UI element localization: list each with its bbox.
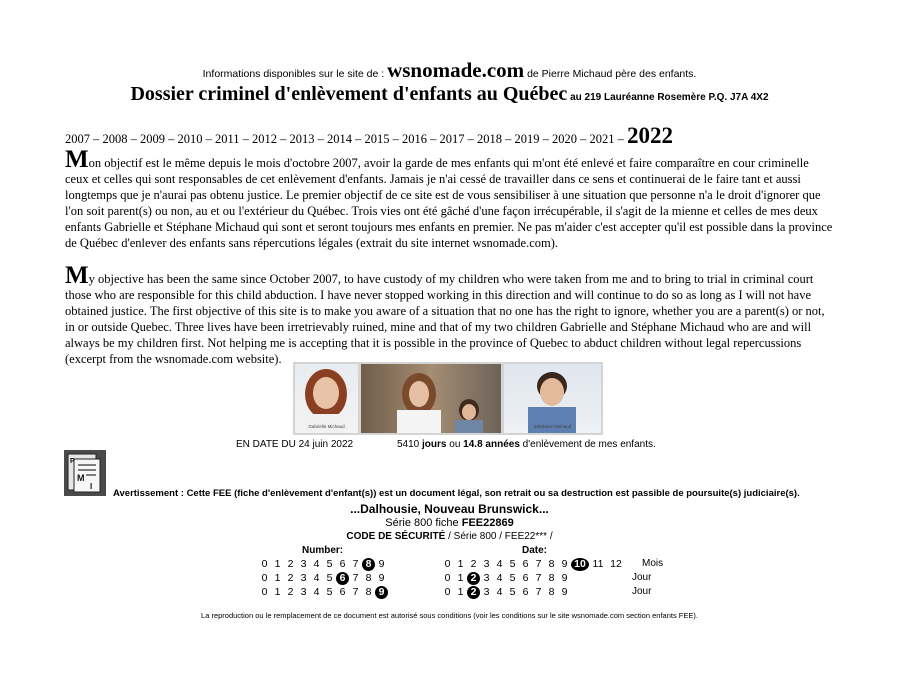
svg-text:P: P [70, 458, 75, 465]
drop-cap-en: M [65, 262, 89, 289]
date-digit: 0 [444, 572, 451, 584]
number-digit: 3 [300, 586, 307, 598]
date-digit: 0 [444, 558, 451, 570]
title-text: Dossier criminel d'enlèvement d'enfants au Québec [130, 83, 568, 105]
date-row-label: Jour [632, 572, 652, 583]
date-digit: 3 [483, 586, 490, 598]
number-digit: 3 [300, 558, 307, 570]
date-digit: 3 [483, 558, 490, 570]
date-digit: 4 [496, 558, 503, 570]
date-digit: 6 [522, 586, 529, 598]
number-digit: 1 [274, 586, 281, 598]
number-digit: 8 [365, 586, 372, 598]
date-digit: 6 [522, 572, 529, 584]
info-line [0, 58, 899, 83]
address-text: au 219 Lauréanne Rosemère P.Q. J7A 4X2 [567, 92, 769, 103]
date-digit: 1 [457, 586, 464, 598]
paragraph-french [65, 146, 835, 251]
date-digit: 9 [561, 586, 568, 598]
number-digit: 4 [313, 558, 320, 570]
number-digit: 6 [336, 572, 349, 585]
date-row-label: Jour [632, 586, 652, 597]
siblings-portrait-icon [361, 364, 501, 433]
date-digit: 6 [522, 558, 529, 570]
date-digit: 2 [467, 586, 480, 599]
paragraph-english [65, 262, 835, 367]
pmi-document-icon [64, 450, 106, 496]
children-photo [293, 362, 603, 435]
info-prefix: Informations disponibles sur le site de : [202, 68, 388, 80]
number-digit: 8 [365, 572, 372, 584]
number-digit: 2 [287, 586, 294, 598]
date-digit: 8 [548, 572, 555, 584]
date-digit: 9 [561, 572, 568, 584]
site-name: wsnomade.com [387, 58, 525, 82]
date-row-label: Mois [642, 558, 664, 569]
date-digit: 9 [561, 558, 568, 570]
number-digit: 6 [339, 586, 346, 598]
date-digit: 4 [496, 586, 503, 598]
number-row-1 [258, 558, 388, 572]
child-portrait-icon [295, 364, 358, 433]
number-digit: 9 [378, 572, 385, 584]
child-portrait-icon-2 [504, 364, 601, 433]
date-digit: 7 [535, 572, 542, 584]
date-digit: 7 [535, 558, 542, 570]
number-digit: 7 [352, 558, 359, 570]
number-digit: 4 [313, 572, 320, 584]
days-count: 5410 [397, 439, 420, 450]
number-digit: 5 [326, 558, 333, 570]
number-digit: 0 [261, 558, 268, 570]
years-count: 14.8 années [463, 439, 520, 450]
days-label: jours [419, 439, 447, 450]
legal-warning: Avertissement : Cette FEE (fiche d'enlèvement d'enfant(s)) est un document légal, son retrait ou sa destruction est passible de poursuite(s) judiciaire(s). [113, 488, 800, 499]
number-digit: 1 [274, 558, 281, 570]
date-digit: 1 [457, 558, 464, 570]
serie-line [0, 517, 899, 529]
date-digit: 8 [548, 586, 555, 598]
security-code-line [0, 531, 899, 542]
caption-gabrielle: Gabrielle Michaud [308, 424, 345, 429]
number-header: Number: [302, 545, 344, 556]
number-digit: 5 [326, 586, 333, 598]
photo-gabrielle [295, 364, 358, 433]
years-line [65, 123, 673, 149]
number-row-2 [258, 572, 388, 586]
date-digit: 8 [548, 558, 555, 570]
date-digit: 4 [496, 572, 503, 584]
page-title [0, 83, 899, 106]
date-header: Date: [522, 545, 548, 556]
date-digit: 7 [535, 586, 542, 598]
number-digit: 9 [375, 586, 388, 599]
number-digit: 4 [313, 586, 320, 598]
number-digit: 0 [261, 572, 268, 584]
duration-suffix: d'enlèvement de mes enfants. [519, 439, 656, 450]
serie-prefix: Série 800 fiche [385, 517, 462, 529]
date-digit: 5 [509, 558, 516, 570]
duration-text [397, 439, 656, 450]
number-digit: 2 [287, 572, 294, 584]
date-digit: 1 [457, 572, 464, 584]
svg-text:I: I [90, 482, 93, 491]
footer-notice: La reproduction ou le remplacement de ce document est autorisé sous conditions (voir les conditions sur le site wsnomade.com section enfants FEE). [201, 611, 698, 620]
svg-text:M: M [77, 473, 85, 483]
number-digit: 5 [326, 572, 333, 584]
drop-cap-fr: M [65, 146, 89, 173]
number-digit: 6 [339, 558, 346, 570]
number-digit: 2 [287, 558, 294, 570]
date-digit: 0 [444, 586, 451, 598]
photo-siblings [361, 364, 501, 433]
date-row-month [441, 558, 664, 572]
number-digit: 7 [352, 572, 359, 584]
date-digit: 10 [571, 558, 589, 571]
current-year: 2022 [627, 123, 674, 148]
number-digit: 0 [261, 586, 268, 598]
date-row-day-2 [441, 586, 652, 600]
date-digit: 5 [509, 572, 516, 584]
date-row-day-1 [441, 572, 652, 586]
number-digit: 9 [378, 558, 385, 570]
paragraph-en-text: y objective has been the same since October 2007, to have custody of my children who were taken from me and to bring to trial in criminal court those who are responsible for this child abduction. I have never stopped working in this direction and will continue to do so as long as I will not have obtained justice. The first objective of this site is to make you aware of a situation that no one has the right to ignore, whether you are a parent(s) or not, in or outside Quebec. Three lives have been irretrievably ruined, mine and that of my two children Gabrielle and Stéphane Michaud who are and will always be my children first. Not helping me is accepting that it is possible in the province of Quebec to abduct children without legal repercussions (excerpt from the wsnomade.com website). [65, 272, 825, 366]
number-digit: 7 [352, 586, 359, 598]
number-digit: 3 [300, 572, 307, 584]
info-suffix: de Pierre Michaud père des enfants. [524, 68, 697, 80]
date-digit: 2 [467, 572, 480, 585]
paragraph-fr-text: on objectif est le même depuis le mois d'octobre 2007, avoir la garde de mes enfants qui m'ont été enlevé et faire comparaître en cour criminelle ceux et celles qui sont responsables de cet enlèvement d'enfants. Jamais je n'ai cessé de travailler dans ce sens et continuerai de le faire tant et aussi longtemps que je n'aurai pas obtenu justice. Le premier objectif de ce site est de vous sensibiliser à une situation que personne n'a le droit d'ignorer que l'on soit parent(s) ou non, au et ou l'extérieur du Québec. Trois vies ont été gâché d'une façon irrécupérable, il s'agit de la mienne et celles de mes deux enfants Gabrielle et Stéphane Michaud qui sont et seront toujours mes enfants en premier. Ne pas m'aider c'est accepter qu'il est possible dans la province de Québec d'enlever des enfants sans répercutions légales (extrait du site internet wsnomade.com). [65, 156, 833, 250]
number-digit: 1 [274, 572, 281, 584]
date-digit: 12 [610, 558, 622, 570]
location-text: ...Dalhousie, Nouveau Brunswick... [350, 502, 549, 516]
serie-id: FEE22869 [461, 517, 514, 529]
number-digit: 8 [362, 558, 375, 571]
date-digit: 5 [509, 586, 516, 598]
photo-stephane [504, 364, 601, 433]
date-digit: 11 [592, 558, 604, 570]
security-code-label: CODE DE SÉCURITÉ [346, 531, 446, 542]
or-word: ou [446, 439, 464, 450]
years-list: 2007 – 2008 – 2009 – 2010 – 2011 – 2012 – 2013 – 2014 – 2015 – 2016 – 2017 – 2018 – 2019 – 2020 – 2021 – [65, 132, 628, 146]
security-code-rest: / Série 800 / FEE22*** / [445, 531, 553, 542]
date-digit: 3 [483, 572, 490, 584]
number-row-3 [258, 586, 388, 600]
date-digit: 2 [470, 558, 477, 570]
as-of-date: EN DATE DU 24 juin 2022 [236, 439, 354, 450]
caption-stephane: Stéphane Michaud [533, 424, 572, 429]
